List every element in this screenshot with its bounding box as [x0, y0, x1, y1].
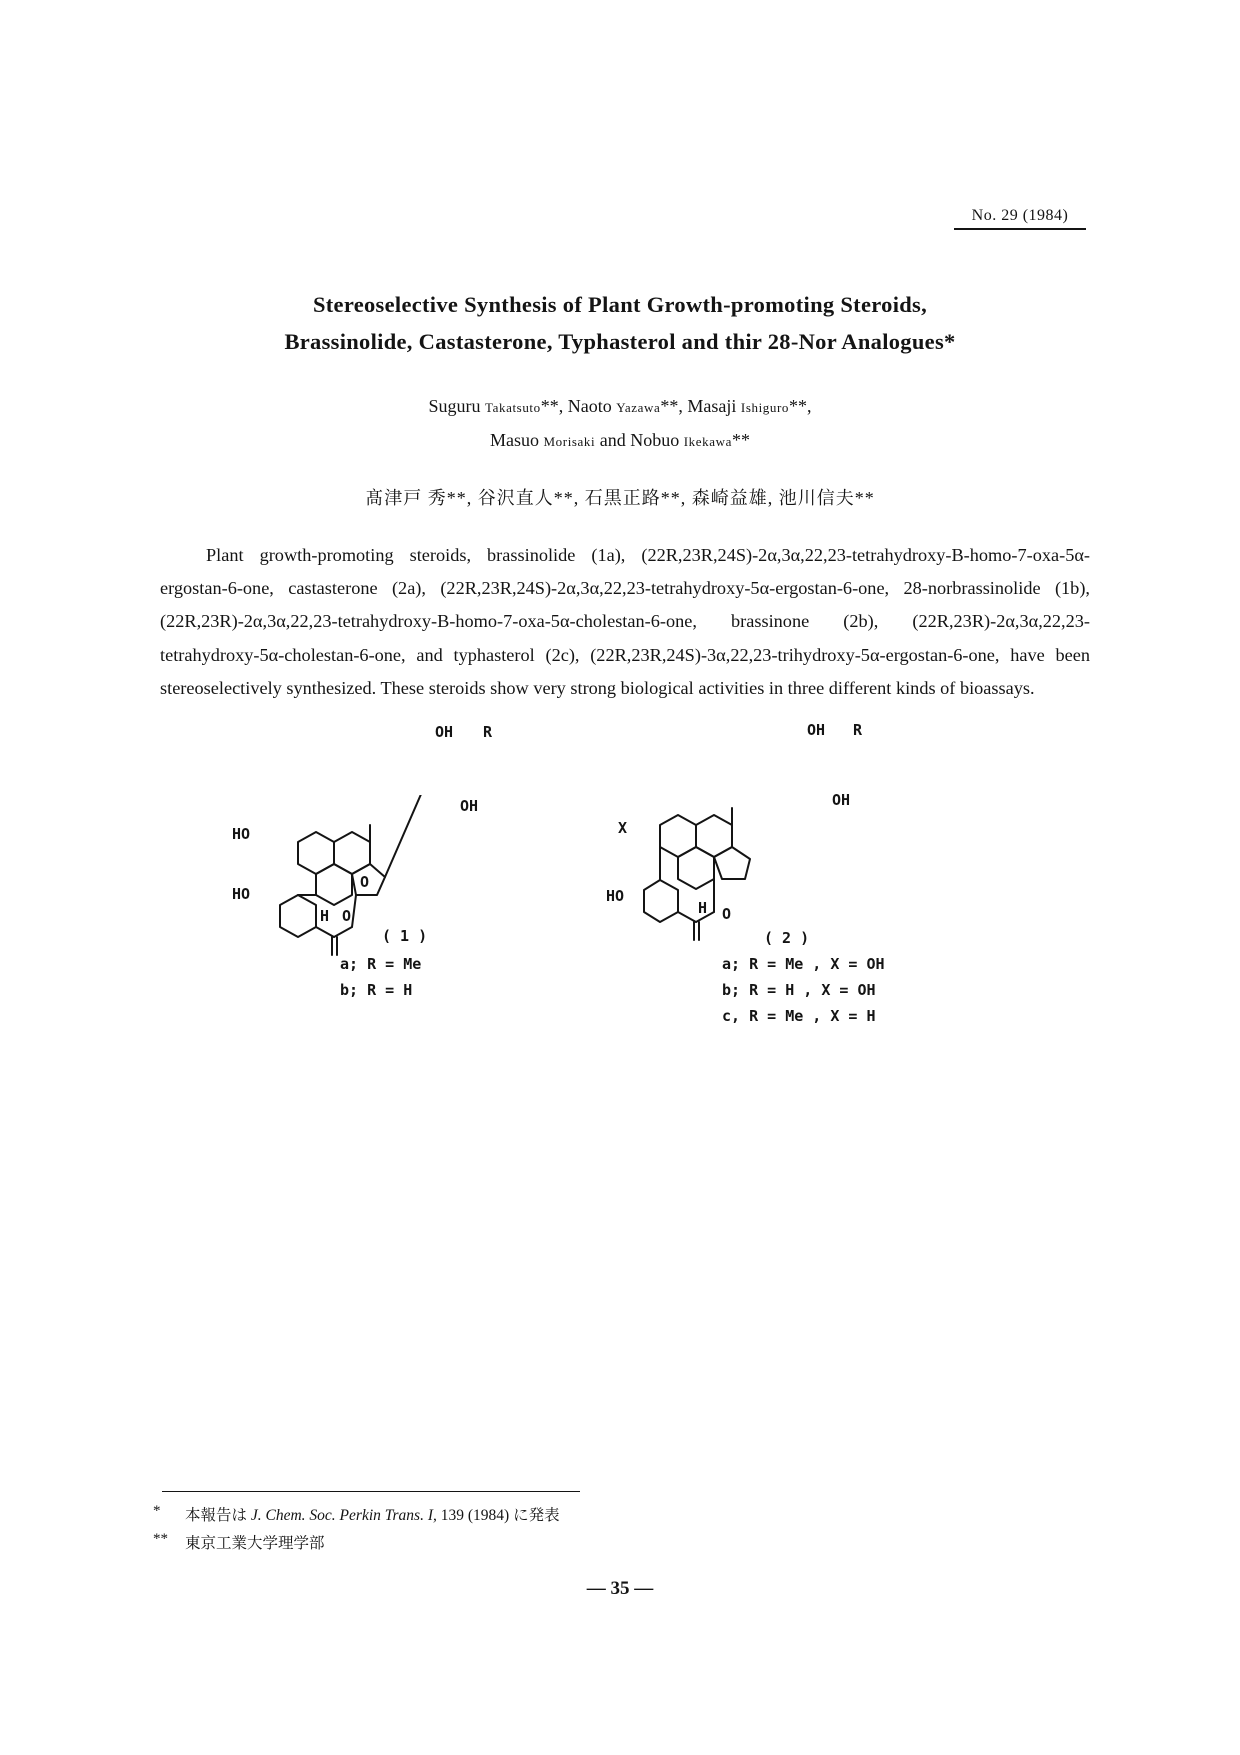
s1-variant: b; R = H	[340, 981, 413, 999]
author-line-2	[150, 424, 1090, 458]
s2-r: R	[853, 721, 863, 739]
s1-o-carbonyl: O	[342, 907, 352, 925]
s1-h: H	[320, 907, 330, 925]
author-last: Takatsuto	[484, 400, 541, 415]
s1-number: ( 1 )	[382, 927, 428, 945]
s2-number: ( 2 )	[764, 929, 810, 947]
s1-oh-top: OH	[435, 723, 454, 741]
author-line-1	[150, 390, 1090, 424]
author-mark: **,	[660, 396, 688, 416]
author-first: Suguru	[428, 396, 485, 416]
author-list	[150, 390, 1090, 458]
footnote-divider	[162, 1491, 580, 1492]
s2-variant: b; R = H , X = OH	[722, 981, 876, 999]
author-first: Nobuo	[630, 430, 684, 450]
s2-variant: c, R = Me , X = H	[722, 1007, 876, 1025]
title-line-1: Stereoselective Synthesis of Plant Growth-promoting Steroids,	[312, 292, 928, 317]
journal-name: J. Chem. Soc. Perkin Trans. I,	[250, 1507, 437, 1524]
author-last: Yazawa	[616, 400, 661, 415]
issue-number: No. 29 (1984)	[954, 207, 1086, 230]
s1-oh-side: OH	[460, 797, 479, 815]
footnote-rest: 139 (1984) に発表	[436, 1507, 560, 1524]
chemical-structures	[232, 721, 1040, 1145]
japanese-author-list: 髙津戸 秀**, 谷沢直人**, 石黒正路**, 森崎益雄, 池川信夫**	[365, 488, 875, 508]
s2-ho: HO	[606, 887, 625, 905]
footnote-mark: *	[153, 1503, 161, 1519]
footnote-prefix: 本報告は	[185, 1507, 251, 1524]
s2-oh-top: OH	[807, 721, 826, 739]
s1-ho-bottom: HO	[232, 885, 251, 903]
author-mark: **,	[540, 396, 568, 416]
s2-x: X	[618, 819, 628, 837]
page-number: — 35 —	[586, 1578, 654, 1599]
title-line-2: Brassinolide, Castasterone, Typhasterol and thir 28-Nor Analogues*	[284, 329, 956, 354]
abstract-paragraph: Plant growth-promoting steroids, brassinolide (1a), (22R,23R,24S)-2α,3α,22,23-tetrahydroxy-B-homo-7-oxa-5α-ergostan-6-one, castasterone (2a), (22R,23R,24S)-2α,3α,22,23-tetrahydroxy-5α-ergostan-6-one, 28-norbrassinolide (1b), (22R,23R)-2α,3α,22,23-tetrahydroxy-B-homo-7-oxa-5α-cholestan-6-one, brassinone (2b), (22R,23R)-2α,3α,22,23-tetrahydroxy-5α-cholestan-6-one, and typhasterol (2c), (22R,23R,24S)-3α,22,23-trihydroxy-5α-ergostan-6-one, have been stereoselectively synthesized. These steroids show very strong biological activities in three different kinds of bioassays.	[160, 545, 1090, 698]
s2-o-carbonyl: O	[722, 905, 732, 923]
author-mark: **,	[789, 396, 812, 416]
footnote-2	[153, 1531, 325, 1553]
author-first: Masaji	[687, 396, 741, 416]
s1-variant: a; R = Me	[340, 955, 422, 973]
paper-title	[150, 286, 1090, 360]
s2-oh-side: OH	[832, 791, 851, 809]
s2-variant: a; R = Me , X = OH	[722, 955, 885, 973]
s2-h: H	[698, 899, 708, 917]
s1-o-ring: O	[360, 873, 370, 891]
footnote-text: 東京工業大学理学部	[185, 1535, 325, 1552]
author-first: Masuo	[490, 430, 544, 450]
author-first: Naoto	[567, 396, 617, 416]
author-mark: **	[731, 430, 750, 450]
author-last: Ishiguro	[740, 400, 790, 415]
footnote-mark: **	[153, 1531, 168, 1547]
author-last: Morisaki	[543, 434, 596, 449]
s1-ho-top: HO	[232, 825, 251, 843]
author-mark: and	[595, 430, 631, 450]
footnote-1	[153, 1503, 560, 1525]
structure-2-bonds	[644, 808, 750, 940]
s1-r: R	[483, 723, 493, 741]
author-last: Ikekawa	[683, 434, 732, 449]
